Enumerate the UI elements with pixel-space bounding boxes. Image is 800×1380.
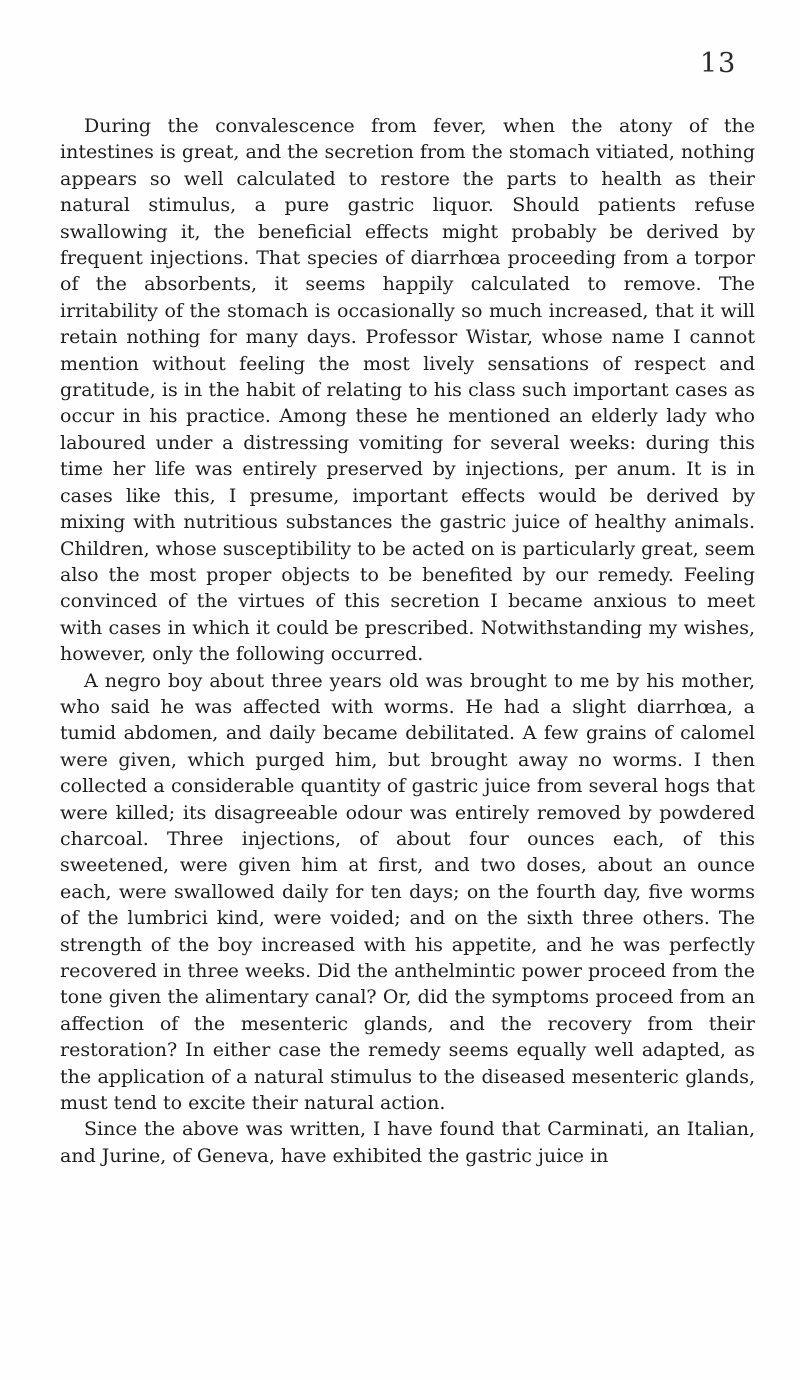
paragraph-negro-boy-case: A negro boy about three years old was brought to me by his mother, who said he was affected with worms. He had a slight diarrhœa, a tumid abdomen, and daily became debilitated. A few grains of calomel were given, which purged him, but brought away no worms. I then collected a considerable quantity of gastric juice from several hogs that were killed; its disagreeable odour was entirely removed by powdered charcoal. Three injections, of about four ounces each, of this sweetened, were given him at first, and two doses, about an ounce each, were swallowed daily for ten days; on the fourth day, five worms of the lumbrici kind, were voided; and on the sixth three others. The strength of the boy increased with his appetite, and he was perfectly recovered in three weeks. Did the anthelmintic power proceed from the tone given the alimentary canal? Or, did the symptoms proceed from an affection of the mesenteric glands, and the recovery from their restoration? In either case the remedy seems equally well adapted, as the application of a natural stimulus to the diseased mesenteric glands, must tend to excite their natural action. (60, 669, 755, 1115)
paragraph-convalescence: During the convalescence from fever, when the atony of the intestines is great, and the secretion from the stomach vitiated, nothing appears so well calculated to restore the parts to health as their natural stimulus, a pure gastric liquor. Should patients refuse swallowing it, the beneficial effects might probably be derived by frequent injections. That species of diarrhœa proceeding from a torpor of the absorbents, it seems happily calculated to remove. The irritability of the stomach is occasionally so much increased, that it will retain nothing for many days. Professor Wistar, whose name I cannot mention without feeling the most lively sensations of respect and gratitude, is in the habit of relating to his class such important cases as occur in his practice. Among these he mentioned an elderly lady who laboured under a distressing vomiting for several weeks: during this time her life was entirely preserved by injections, per anum. It is in cases like this, I presume, important effects would be derived by mixing with nutritious substances the gastric juice of healthy animals. Children, whose susceptibility to be acted on is particularly great, seem also the most proper objects to be benefited by our remedy. Feeling convinced of the virtues of this secretion I became anxious to meet with cases in which it could be prescribed. Notwithstanding my wishes, however, only the following occurred. (60, 115, 755, 666)
paragraph-carminati-jurine: Since the above was written, I have found that Carminati, an Italian, and Jurine, of Geneva, have exhibited the gastric juice in (60, 1118, 755, 1167)
page-number: 13 (700, 48, 737, 79)
body-text (60, 113, 755, 1169)
